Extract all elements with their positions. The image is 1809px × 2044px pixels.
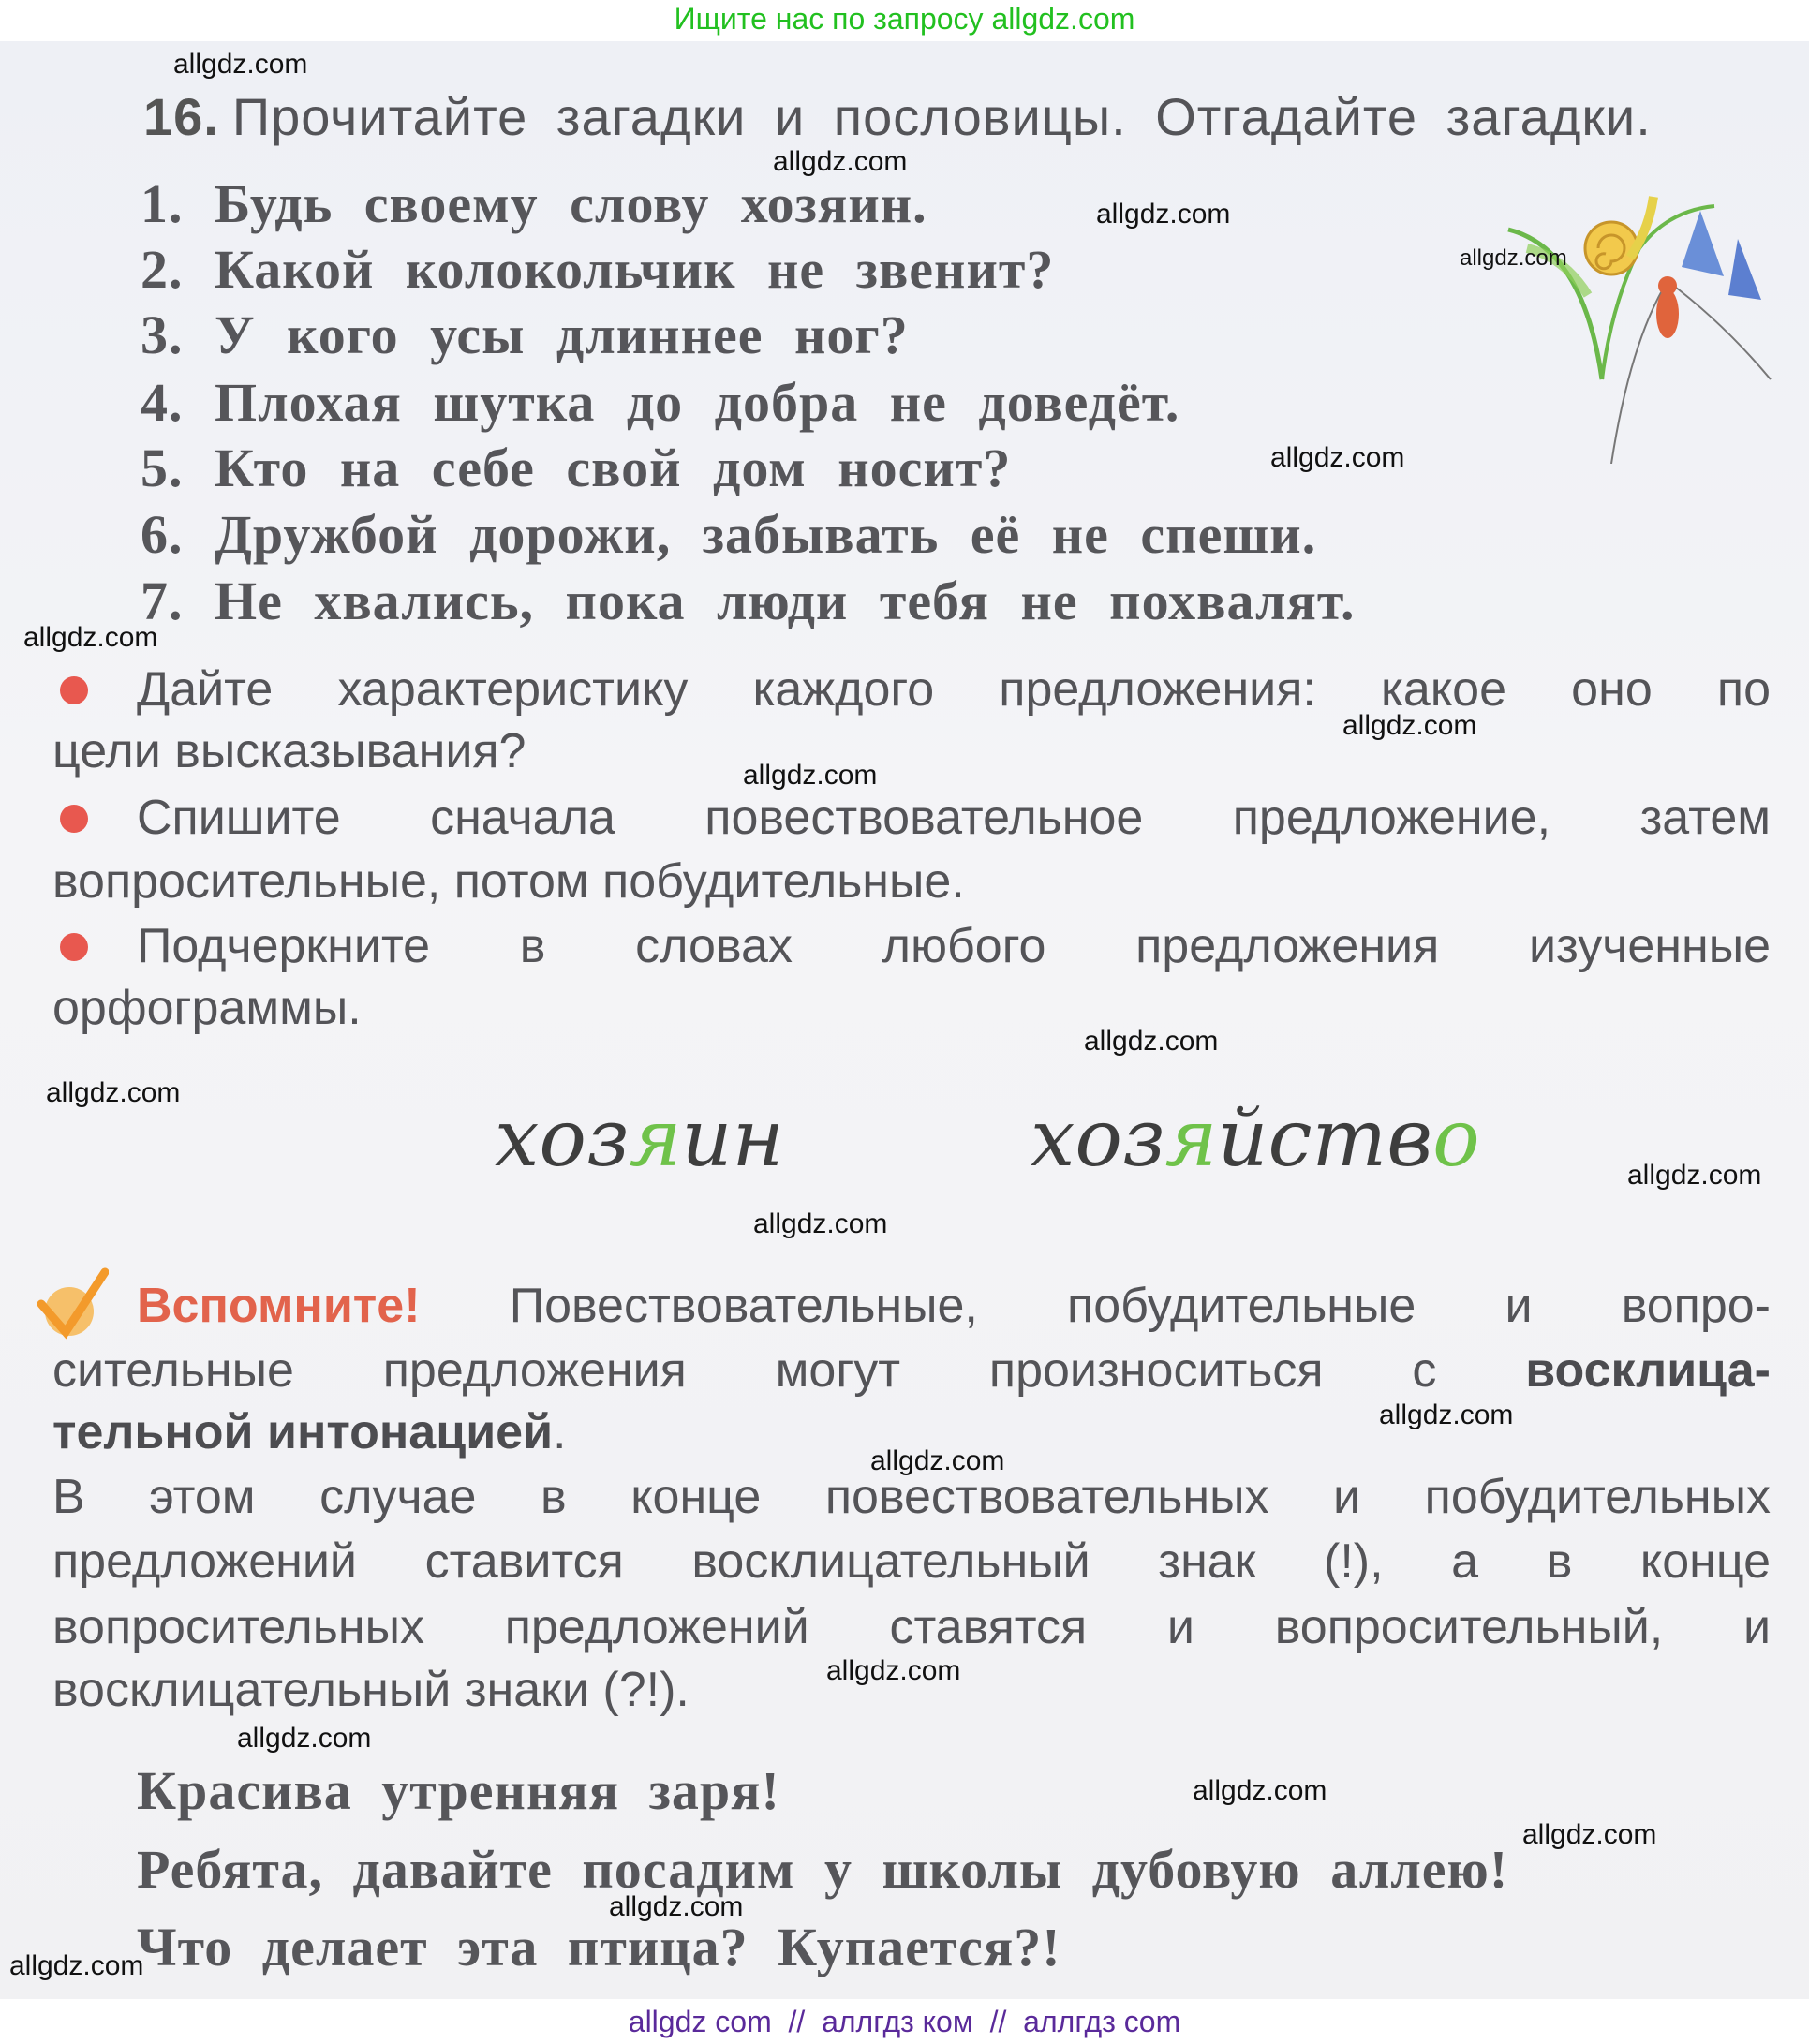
riddle-item: 7. Не хвались, пока люди тебя не похвалят. xyxy=(141,570,1356,631)
exercise-number: 16. xyxy=(143,87,219,146)
top-banner-text: Ищите нас по запросу allgdz.com xyxy=(674,2,1135,36)
handwriting-part: хоз xyxy=(1031,1092,1165,1184)
riddle-item: 6. Дружбой дорожи, забывать её не спеши. xyxy=(141,504,1317,565)
watermark: allgdz.com xyxy=(237,1723,372,1754)
watermark: allgdz.com xyxy=(1270,442,1405,473)
watermark: allgdz.com xyxy=(773,146,908,177)
watermark: allgdz.com xyxy=(753,1208,888,1239)
riddle-item: 5. Кто на себе свой дом носит? xyxy=(141,437,1012,498)
watermark: allgdz.com xyxy=(173,49,308,80)
watermark: allgdz.com xyxy=(1627,1160,1762,1191)
bullet-icon xyxy=(60,933,88,961)
bottom-banner-text: allgdz com // аллгдз ком // аллгдз com xyxy=(628,2005,1181,2038)
example-sentence: Ребята, давайте посадим у школы дубовую аллею! xyxy=(137,1839,1509,1900)
task-text: орфограммы. xyxy=(52,981,362,1035)
handwritten-word-khozyain xyxy=(495,1092,784,1184)
watermark: allgdz.com xyxy=(1522,1819,1657,1850)
bottom-banner xyxy=(0,1999,1809,2044)
example-sentence: Что делает эта птица? Купается?! xyxy=(137,1917,1061,1977)
bullet-icon xyxy=(60,676,88,704)
remember-line xyxy=(52,1342,1771,1399)
handwriting-highlight: о xyxy=(1432,1092,1480,1184)
handwriting-part: йств xyxy=(1217,1092,1433,1184)
remember-line: восклицательный знаки (?!). xyxy=(52,1663,689,1717)
riddle-item: 4. Плохая шутка до добра не доведёт. xyxy=(141,372,1180,433)
checkmark-icon xyxy=(34,1266,109,1341)
task-text: Спишите сначала повествовательное предложение, затем xyxy=(137,791,1771,845)
example-sentence: Красива утренняя заря! xyxy=(137,1760,780,1821)
watermark: allgdz.com xyxy=(9,1950,144,1981)
riddle-item: 3. У кого усы длиннее ног? xyxy=(141,304,909,365)
watermark: allgdz.com xyxy=(1342,710,1477,741)
bullet-icon xyxy=(60,805,88,833)
remember-text: сительные предложения могут произноситься с xyxy=(52,1343,1437,1398)
remember-bold-text: восклица- xyxy=(1525,1343,1771,1398)
exercise-title xyxy=(143,86,1652,147)
watermark: allgdz.com xyxy=(46,1077,181,1108)
watermark: allgdz.com xyxy=(1084,1026,1219,1057)
watermark: allgdz.com xyxy=(609,1891,744,1922)
handwriting-highlight: я xyxy=(1164,1092,1218,1184)
snail-bellflower-bug-illustration xyxy=(1499,192,1780,464)
watermark: allgdz.com xyxy=(23,622,158,653)
watermark: allgdz.com xyxy=(1096,199,1231,230)
watermark: allgdz.com xyxy=(870,1445,1005,1476)
exercise-instruction: Прочитайте загадки и пословицы. Отгадайте загадки. xyxy=(231,87,1652,146)
watermark: allgdz.com xyxy=(826,1655,961,1686)
handwriting-part: хоз xyxy=(495,1092,630,1184)
task-text: Подчеркните в словах любого предложения изученные xyxy=(137,919,1771,973)
handwriting-part: ин xyxy=(681,1092,784,1184)
handwritten-word-khozyaystvo xyxy=(1031,1092,1480,1184)
riddle-item: 2. Какой колокольчик не звенит? xyxy=(141,239,1055,300)
watermark: allgdz.com xyxy=(1193,1775,1327,1806)
remember-label: Вспомните! xyxy=(137,1279,421,1333)
watermark: allgdz.com xyxy=(743,760,878,791)
watermark: allgdz.com xyxy=(1379,1400,1514,1430)
task-text: цели высказывания? xyxy=(52,724,526,778)
handwriting-highlight: я xyxy=(629,1092,682,1184)
riddle-item: 1. Будь своему слову хозяин. xyxy=(141,173,927,234)
task-text: Дайте характеристику каждого предложения: какое оно по xyxy=(137,662,1771,717)
remember-text: . xyxy=(553,1405,567,1459)
remember-bold-text: тельной интонацией xyxy=(52,1405,554,1459)
remember-line: предложений ставится восклицательный знак (!), а в конце xyxy=(52,1534,1771,1589)
remember-line xyxy=(137,1278,1771,1334)
remember-line: В этом случае в конце повествовательных и побудительных xyxy=(52,1470,1771,1524)
task-text: вопросительные, потом побудительные. xyxy=(52,854,965,909)
remember-line: вопросительных предложений ставятся и вопросительный, и xyxy=(52,1600,1771,1654)
watermark: allgdz.com xyxy=(1460,245,1567,271)
top-banner xyxy=(0,0,1809,41)
remember-text: Повествовательные, побудительные и вопро- xyxy=(509,1279,1771,1333)
